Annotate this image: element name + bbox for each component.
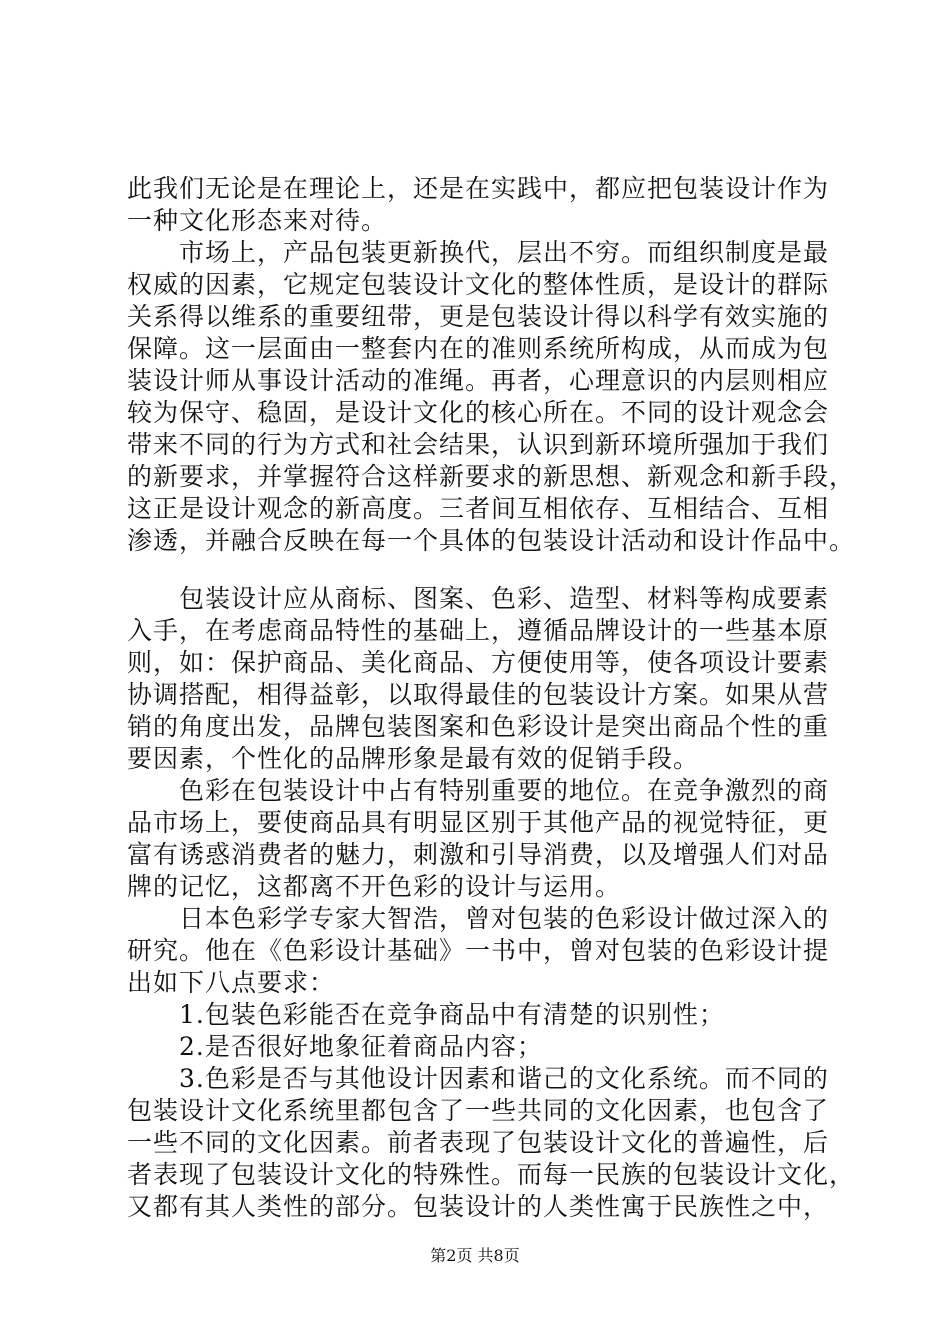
text-line: 富有诱惑消费者的魅力，刺激和引导消费，以及增强人们对品: [127, 840, 830, 869]
text-line: 出如下八点要求：: [127, 968, 336, 997]
text-line: 装设计师从事设计活动的准绳。再者，心理意识的内层则相应: [127, 366, 830, 395]
document-body: [127, 173, 856, 1223]
text-line: 关系得以维系的重要纽带，更是包装设计得以科学有效实施的: [127, 302, 830, 331]
text-line: 市场上，产品包装更新换代，层出不穷。而组织制度是最: [127, 238, 830, 267]
text-line: 的新要求，并掌握符合这样新要求的新思想、新观念和新手段，: [127, 462, 856, 491]
text-line: 权威的因素，它规定包装设计文化的整体性质，是设计的群际: [127, 270, 830, 299]
text-line: 带来不同的行为方式和社会结果，认识到新环境所强加于我们: [127, 430, 830, 459]
paragraph-gap: [127, 557, 837, 583]
text-line: 又都有其人类性的部分。包装设计的人类性寓于民族性之中，: [127, 1192, 830, 1221]
text-line: 研究。他在《色彩设计基础》一书中，曾对包装的色彩设计提: [127, 936, 830, 965]
text-line: 包装设计文化系统里都包含了一些共同的文化因素，也包含了: [127, 1096, 830, 1125]
text-line: 保障。这一层面由一整套内在的准则系统所构成，从而成为包: [127, 334, 830, 363]
text-line: 这正是设计观念的新高度。三者间互相依存、互相结合、互相: [127, 494, 830, 523]
text-line: 包装设计应从商标、图案、色彩、造型、材料等构成要素: [127, 584, 830, 613]
text-line: 2.是否很好地象征着商品内容；: [127, 1032, 543, 1061]
text-line: 协调搭配，相得益彰，以取得最佳的包装设计方案。如果从营: [127, 680, 830, 709]
text-line: 则，如：保护商品、美化商品、方便使用等，使各项设计要素: [127, 648, 830, 677]
text-line: 牌的记忆，这都离不开色彩的设计与运用。: [127, 872, 622, 901]
text-line: 3.色彩是否与其他设计因素和谐己的文化系统。而不同的: [127, 1064, 829, 1093]
text-line: 品市场上，要使商品具有明显区别于其他产品的视觉特征，更: [127, 808, 830, 837]
text-line: 渗透，并融合反映在每一个具体的包装设计活动和设计作品中。: [127, 526, 856, 555]
text-line: 色彩在包装设计中占有特别重要的地位。在竞争激烈的商: [127, 776, 830, 805]
text-line: 一些不同的文化因素。前者表现了包装设计文化的普遍性，后: [127, 1128, 830, 1157]
text-line: 销的角度出发，品牌包装图案和色彩设计是突出商品个性的重: [127, 712, 830, 741]
text-line: 日本色彩学专家大智浩，曾对包装的色彩设计做过深入的: [127, 904, 830, 933]
text-line: 一种文化形态来对待。: [127, 206, 388, 235]
text-line: 较为保守、稳固，是设计文化的核心所在。不同的设计观念会: [127, 398, 830, 427]
text-line: 要因素，个性化的品牌形象是最有效的促销手段。: [127, 744, 700, 773]
text-line: 入手，在考虑商品特性的基础上，遵循品牌设计的一些基本原: [127, 616, 830, 645]
text-line: 者表现了包装设计文化的特殊性。而每一民族的包装设计文化，: [127, 1160, 856, 1189]
page-number-footer: 第2页 共8页: [430, 1246, 520, 1265]
text-line: 1.包装色彩能否在竞争商品中有清楚的识别性；: [127, 1000, 725, 1029]
text-line: 此我们无论是在理论上，还是在实践中，都应把包装设计作为: [127, 174, 830, 203]
